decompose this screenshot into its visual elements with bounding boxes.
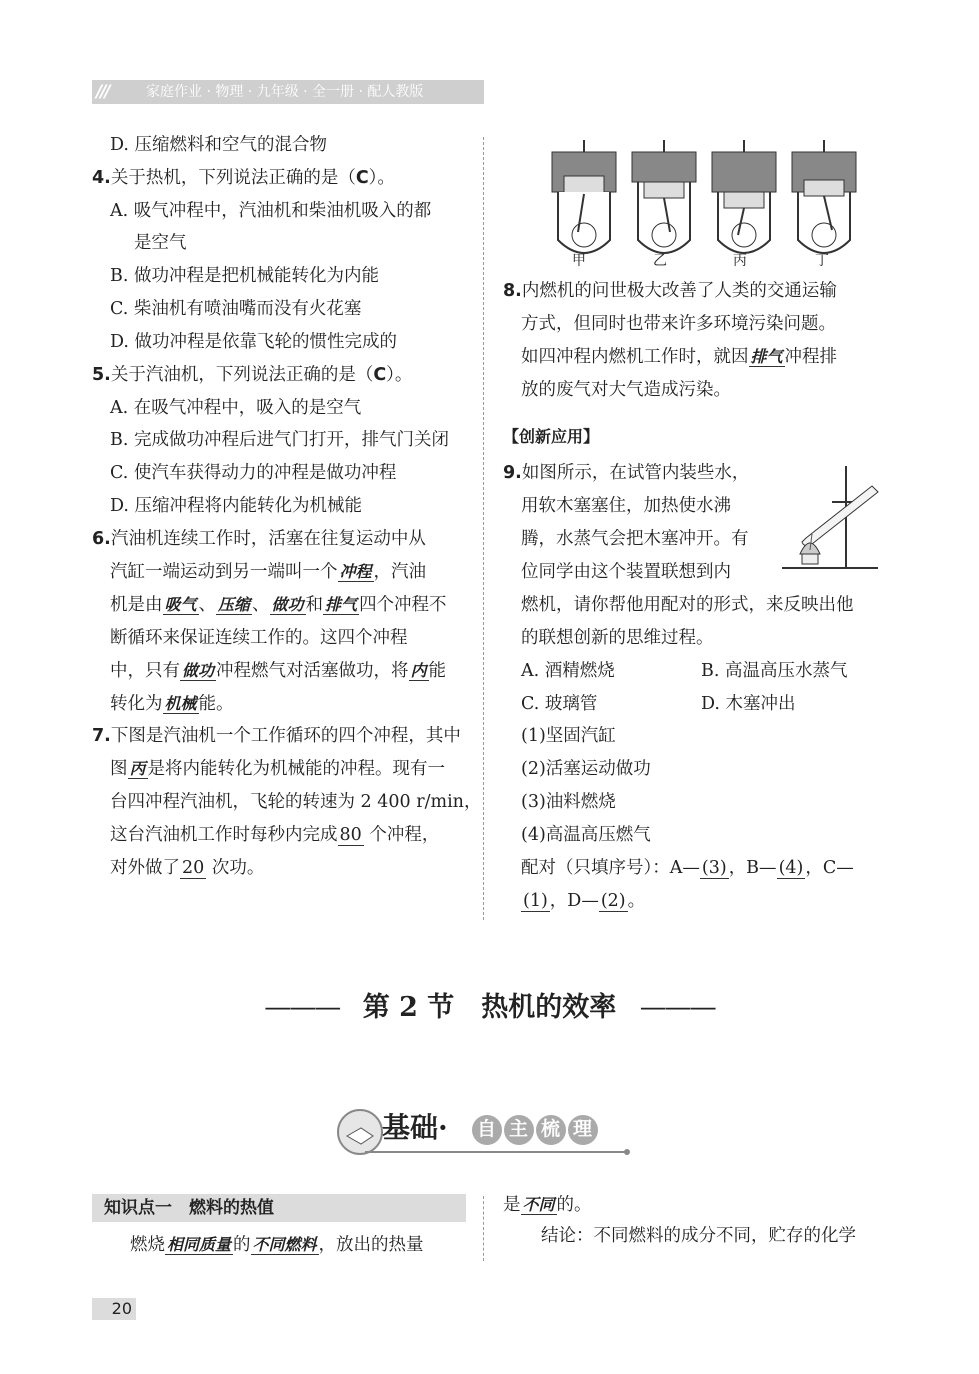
q8-text: 如四冲程内燃机工作时，就因 — [521, 347, 749, 367]
q6-answer-mechanical: 机械 — [164, 694, 197, 713]
q6-answer-exhaust: 排气 — [325, 595, 358, 614]
q9-item-4: (4)高温高压燃气 — [521, 825, 651, 845]
q8-number: 8. — [503, 281, 522, 301]
question-7-line-5 — [110, 853, 264, 883]
rb-answer: 不同 — [522, 1195, 555, 1214]
q9-text: 如图所示，在试管内装些水， — [521, 463, 750, 483]
q4-number: 4. — [92, 168, 111, 188]
banner-main-text — [382, 1110, 448, 1146]
question-9-line-6: 的联想创新的思维过程。 — [521, 628, 714, 648]
q6-text: 四个冲程不 — [359, 595, 447, 615]
rb-text: 是 — [503, 1195, 521, 1215]
q9-item-3: (3)油料燃烧 — [521, 792, 616, 812]
question-9-line-2: 用软木塞塞住，加热使水沸 — [521, 496, 731, 516]
q6-text: 汽缸一端运动到另一端叫一个 — [110, 562, 338, 582]
q6-text: 能 — [428, 661, 447, 681]
q5-stem: 关于汽油机，下列说法正确的是（ — [110, 365, 374, 385]
q6-text: 汽油机连续工作时，活塞在往复运动中从 — [110, 529, 426, 549]
q4-option-c: C. 柴油机有喷油嘴而没有火花塞 — [110, 299, 362, 319]
q4-close: ）。 — [368, 168, 395, 188]
q7-answer-work: 20 — [182, 858, 205, 878]
fig-label-jia: 甲 — [572, 253, 586, 269]
section-dash-right: ——— — [639, 992, 715, 1023]
q8-answer: 排气 — [750, 347, 783, 366]
question-6-line-6 — [110, 689, 234, 719]
kp1-text: ，放出的热量 — [318, 1235, 424, 1255]
banner-char-2: 主 — [509, 1118, 529, 1140]
q9-pair-text: ，D— — [549, 891, 599, 911]
q7-text: 这台汽油机工作时每秒内完成 — [110, 825, 338, 845]
q8-text: 冲程排 — [784, 347, 838, 367]
question-8-line-2: 方式，但同时也带来许多环境污染问题。 — [521, 314, 836, 334]
question-4 — [92, 163, 395, 193]
q5-option-c: C. 使汽车获得动力的冲程是做功冲程 — [110, 463, 397, 483]
q7-text: 下图是汽油机一个工作循环的四个冲程，其中 — [110, 726, 461, 746]
q9-item-1: (1)坚固汽缸 — [521, 726, 616, 746]
kp1-answer-fuel: 不同燃料 — [252, 1235, 317, 1254]
column-divider-bottom — [483, 1196, 484, 1261]
q6-number: 6. — [92, 529, 111, 549]
banner-dot: · — [438, 1111, 448, 1144]
q4-option-a: A. 吸气冲程中，汽油机和柴油机吸入的都 — [110, 201, 432, 221]
q9-pair-text: 。 — [627, 891, 646, 911]
q3-option-d: D. 压缩燃料和空气的混合物 — [110, 135, 328, 155]
question-7-line-4 — [110, 820, 439, 850]
q9-option-d: D. 木塞冲出 — [701, 694, 796, 714]
engine-bing — [712, 140, 776, 253]
question-6-line-3 — [110, 590, 447, 620]
q5-answer: C — [373, 365, 387, 385]
banner-char-4: 理 — [573, 1118, 593, 1140]
kp1-answer-mass: 相同质量 — [167, 1235, 232, 1254]
section-title-text: 第 2 节 热机的效率 — [362, 992, 617, 1023]
question-9-line-3: 腾，水蒸气会把木塞冲开。有 — [521, 529, 749, 549]
q5-option-d: D. 压缩冲程将内能转化为机械能 — [110, 496, 363, 516]
q7-answer-strokes: 80 — [339, 825, 362, 845]
q6-answer-compression: 压缩 — [218, 595, 251, 614]
q9-pair-text: ，B— — [728, 858, 777, 878]
question-6-line-4: 断循环来保证连续工作的。这四个冲程 — [110, 628, 408, 648]
q9-answer-a: (3) — [701, 858, 727, 878]
rb-text: 的。 — [556, 1195, 592, 1215]
column-divider — [483, 137, 484, 920]
fig-label-yi: 乙 — [653, 253, 667, 269]
q9-number: 9. — [503, 463, 522, 483]
header-slashes: /// — [96, 82, 109, 102]
banner-char-3: 梳 — [541, 1118, 561, 1140]
q6-text: 机是由 — [110, 595, 163, 615]
q7-text: 对外做了 — [110, 858, 180, 878]
q7-text: 图 — [110, 759, 128, 779]
q9-pair-text: ，C— — [805, 858, 854, 878]
test-tube-apparatus-figure — [780, 462, 880, 574]
engine-yi — [632, 140, 696, 253]
q4-stem: 关于热机，下列说法正确的是（ — [110, 168, 356, 188]
kp1-line-1 — [130, 1230, 424, 1260]
q9-item-2: (2)活塞运动做功 — [521, 759, 651, 779]
question-6-line-2 — [110, 557, 426, 587]
page-number: 20 — [92, 1298, 136, 1320]
question-9-line-4: 位同学由这个装置联想到内 — [521, 562, 731, 582]
q9-option-a: A. 酒精燃烧 — [521, 661, 615, 681]
banner-char-1: 自 — [477, 1118, 497, 1140]
q8-text: 内燃机的问世极大改善了人类的交通运输 — [521, 281, 837, 301]
question-8-line-3 — [521, 342, 837, 372]
question-6-line-1 — [92, 524, 426, 554]
q6-text: 能。 — [198, 694, 234, 714]
q7-answer-figure: 丙 — [129, 759, 146, 778]
fig-label-ding: 丁 — [815, 253, 829, 269]
q6-answer-power: 做功 — [271, 595, 304, 614]
question-7-line-3: 台四冲程汽油机，飞轮的转速为 2 400 r/min， — [110, 792, 482, 812]
right-bottom-line-2: 结论：不同燃料的成分不同，贮存的化学 — [541, 1226, 856, 1246]
question-9-line-1 — [503, 458, 749, 488]
q9-answer-b: (4) — [778, 858, 804, 878]
q7-number: 7. — [92, 726, 111, 746]
question-8-line-4: 放的废气对大气造成污染。 — [521, 380, 731, 400]
fig-label-bing: 丙 — [733, 253, 747, 269]
q6-answer-internal: 内 — [410, 661, 427, 680]
kp-title: 知识点一 燃料的热值 — [104, 1198, 274, 1218]
question-5 — [92, 360, 412, 390]
q9-answer-c: (1) — [523, 891, 548, 911]
right-bottom-line-1 — [503, 1190, 592, 1220]
q4-option-a-cont: 是空气 — [134, 233, 187, 253]
q9-pairing-line-2 — [521, 886, 645, 916]
question-9-line-5: 燃机，请你帮他用配对的形式，来反映出他 — [521, 595, 854, 615]
engine-ding — [792, 140, 856, 253]
q6-text: ，汽油 — [373, 562, 427, 582]
q6-sep: 和 — [305, 595, 324, 615]
question-7-line-1 — [92, 721, 461, 751]
q6-sep: 、 — [252, 595, 270, 615]
q6-text: 冲程燃气对活塞做功，将 — [216, 661, 409, 681]
section-title — [0, 985, 979, 1024]
q9-option-b: B. 高温高压水蒸气 — [701, 661, 848, 681]
header-title: 家庭作业 · 物理 · 九年级 · 全一册 · 配人教版 — [146, 84, 424, 100]
q6-sep: 、 — [198, 595, 217, 615]
q9-option-c: C. 玻璃管 — [521, 694, 598, 714]
q4-option-b: B. 做功冲程是把机械能转化为内能 — [110, 266, 379, 286]
q5-option-a: A. 在吸气冲程中，吸入的是空气 — [110, 398, 362, 418]
kp1-text: 燃烧 — [130, 1235, 165, 1255]
q6-text: 转化为 — [110, 694, 163, 714]
kp1-text: 的 — [233, 1235, 251, 1255]
creative-application-heading: 【创新应用】 — [503, 427, 600, 446]
question-7-line-2 — [110, 754, 445, 784]
q6-answer-power-2: 做功 — [182, 661, 215, 680]
q6-text: 中，只有 — [110, 661, 180, 681]
question-6-line-5 — [110, 656, 446, 686]
q4-option-d: D. 做功冲程是依靠飞轮的惯性完成的 — [110, 332, 398, 352]
banner-main: 基础 — [382, 1111, 439, 1144]
engine-strokes-figure — [540, 130, 880, 270]
q5-option-b: B. 完成做功冲程后进气门打开，排气门关闭 — [110, 430, 449, 450]
section-dash-left: ——— — [264, 992, 340, 1023]
q7-text: 次功。 — [206, 858, 265, 878]
q5-number: 5. — [92, 365, 111, 385]
q6-answer-stroke: 冲程 — [339, 562, 372, 581]
q9-pairing-line-1 — [521, 853, 854, 883]
q6-answer-intake: 吸气 — [164, 595, 197, 614]
q7-text: 是将内能转化为机械能的冲程。现有一 — [147, 759, 446, 779]
q7-text: 个冲程， — [363, 825, 440, 845]
question-8-line-1 — [503, 276, 837, 306]
q9-answer-d: (2) — [600, 891, 626, 911]
knowledge-point-heading — [92, 1194, 466, 1222]
q9-pair-text: 配对（只填序号）：A— — [521, 858, 700, 878]
engine-jia — [552, 140, 616, 253]
q4-answer: C — [355, 168, 369, 188]
q5-close: ）。 — [386, 365, 413, 385]
